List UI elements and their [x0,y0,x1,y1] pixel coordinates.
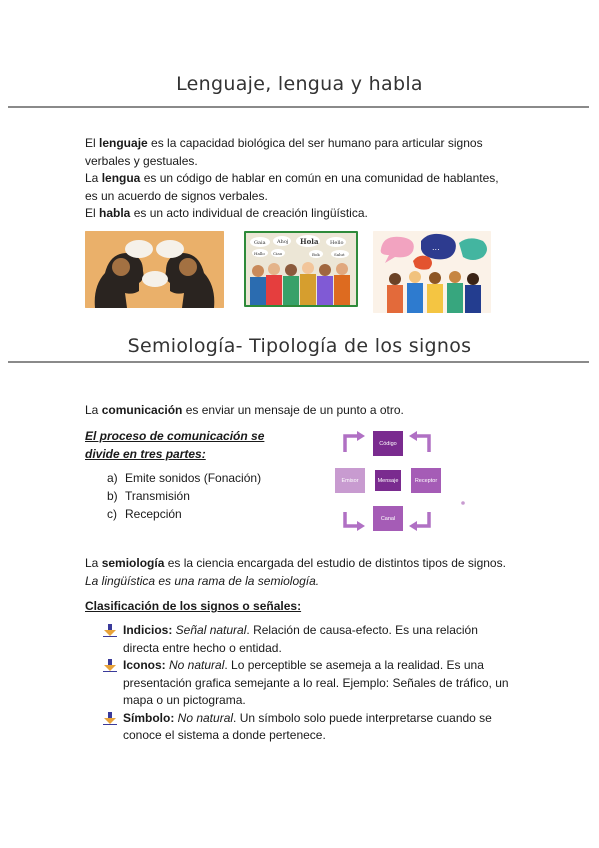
heads-thinking-image [85,231,224,308]
word-3: Hola [300,237,319,246]
lengua-definition: La lengua es un código de hablar en común en una comunidad de hablantes, [85,171,499,185]
greetings-people-image [244,231,358,307]
lengua-term: lengua [101,171,141,185]
lenguaje-definition-cont: verbales y gestuales. [85,153,198,168]
section-divider [8,361,589,363]
word-8: Salut [334,252,345,257]
section-title-semiologia: Semiología- Tipología de los signos [127,335,472,357]
word-2: Ahoj [277,239,289,245]
semiology-definition: La semiología es la ciencia encargada del estudio de distintos tipos de signos. La lingüística es una rama de la semiología. [85,555,555,590]
lenguaje-term: lenguaje [99,136,148,150]
classification-list [103,622,523,745]
habla-definition: El habla es un acto individual de creación lingüística. [85,206,368,220]
word-5: Hallo [254,251,265,256]
semiology-note: La lingüística es una rama de la semiología. [85,573,320,588]
canal-box: Canal [373,506,403,531]
down-arrow-bullet-icon [103,712,117,725]
word-1: Gaia [254,240,266,246]
lengua-definition-cont: es un acuerdo de signos verbales. [85,188,268,203]
down-arrow-bullet-icon [103,624,117,637]
page-title: Lenguaje, lengua y habla [176,73,423,95]
communication-diagram [335,428,485,534]
classification-heading: Clasificación de los signos o señales: [85,599,302,613]
title-divider [8,106,589,108]
list-item: c) Recepción [107,507,182,521]
communication-definition: La comunicación es enviar un mensaje de un punto a otro. [85,403,404,417]
list-item: b) Transmisión [107,489,190,503]
conversation-group-image [373,231,491,313]
svg-text:...: ... [432,243,440,252]
process-heading: El proceso de comunicación se divide en tres partes: [85,429,265,461]
process-steps-list [107,469,327,523]
comunicacion-term: comunicación [101,403,183,417]
receptor-box: Receptor [411,468,441,493]
habla-term: habla [99,206,131,220]
emisor-box: Emisor [335,468,365,493]
codigo-box: Código [373,431,403,456]
mensaje-box: Mensaje [375,470,401,491]
list-item: Iconos: No natural. Lo perceptible se asemeja a la realidad. Es una presentación grafica semejante a lo real. Ejemplo: Señales de tráfico, un mapa o un pictograma. [103,657,523,710]
list-item: Símbolo: No natural. Un símbolo solo puede interpretarse cuando se conoce el sistema a donde pertenece. [103,710,523,745]
list-item: a) Emite sonidos (Fonación) [107,471,262,485]
list-item: Indicios: Señal natural. Relación de causa-efecto. Es una relación directa entre hecho o entidad. [103,622,523,657]
lenguaje-definition: El lenguaje es la capacidad biológica del ser humano para articular signos [85,136,483,150]
down-arrow-bullet-icon [103,659,117,672]
word-4: Hello [330,240,344,246]
semiologia-term: semiología [101,556,165,570]
word-6: Ciao [273,251,283,256]
word-7: Bok [312,252,320,257]
intro-definitions [85,135,525,223]
